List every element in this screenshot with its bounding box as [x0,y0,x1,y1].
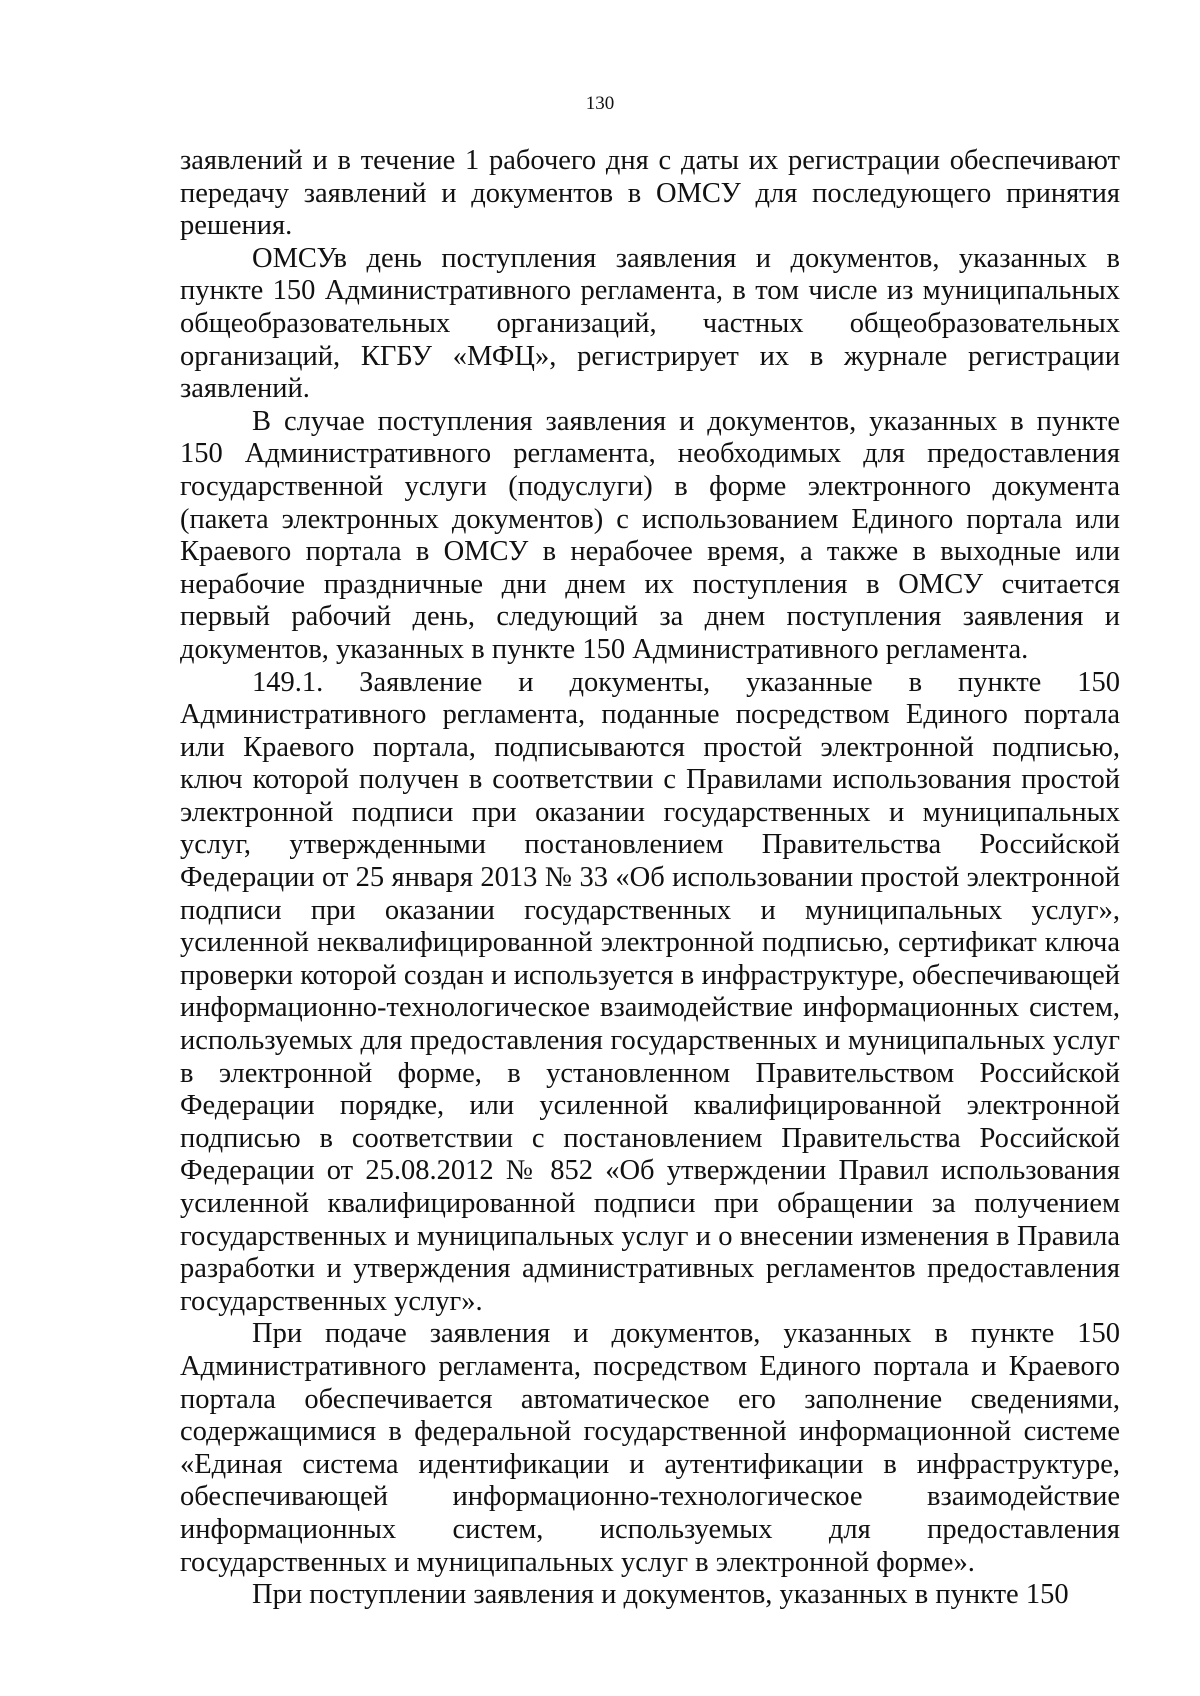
paragraph-continuation: заявлений и в течение 1 рабочего дня с даты их регистрации обеспечивают передачу заявлений и документов в ОМСУ для последующего принятия решения. [180,145,1120,242]
paragraph-omsu-registration: ОМСУв день поступления заявления и документов, указанных в пункте 150 Административного регламента, в том числе из муниципальных общеобразовательных организаций, частных общеобразовательных организаций, КГБУ «МФЦ», регистрирует их в журнале регистрации заявлений. [180,242,1120,405]
document-text [180,145,1120,1612]
paragraph-149-1: 149.1. Заявление и документы, указанные в пункте 150 Административного регламента, поданные посредством Единого портала или Краевого портала, подписываются простой электронной подписью, ключ которой получен в соответствии с Правилами использования простой электронной подписи при оказании государственных и муниципальных услуг, утвержденными постановлением Правительства Российской Федерации от 25 января 2013 № 33 «Об использовании простой электронной подписи при оказании государственных и муниципальных услуг», усиленной неквалифицированной электронной подписью, сертификат ключа проверки которой создан и используется в инфраструктуре, обеспечивающей информационно-технологическое взаимодействие информационных систем, используемых для предоставления государственных и муниципальных услуг в электронной форме, в установленном Правительством Российской Федерации порядке, или усиленной квалифицированной электронной подписью в соответствии с постановлением Правительства Российской Федерации от 25.08.2012 № 852 «Об утверждении Правил использования усиленной квалифицированной подписи при обращении за получением государственных и муниципальных услуг и о внесении изменения в Правила разработки и утверждения административных регламентов предоставления государственных услуг». [180,666,1120,1317]
page-number: 130 [585,93,615,114]
paragraph-autofill: При подаче заявления и документов, указанных в пункте 150 Административного регламента, посредством Единого портала и Краевого портала обеспечивается автоматическое его заполнение сведениями, содержащимися в федеральной государственной информационной системе «Единая система идентификации и аутентификации в инфраструктуре, обеспечивающей информационно-технологическое взаимодействие информационных систем, используемых для предоставления государственных и муниципальных услуг в электронной форме». [180,1318,1120,1578]
paragraph-last: При поступлении заявления и документов, указанных в пункте 150 [252,1579,1069,1611]
paragraph-nonworking-time: В случае поступления заявления и документов, указанных в пункте 150 Административного регламента, необходимых для предоставления государственной услуги (подуслуги) в форме электронного документа (пакета электронных документов) с использованием Единого портала или Краевого портала в ОМСУ в нерабочее время, а также в выходные или нерабочие праздничные дни днем их поступления в ОМСУ считается первый рабочий день, следующий за днем поступления заявления и документов, указанных в пункте 150 Административного регламента. [180,405,1120,665]
